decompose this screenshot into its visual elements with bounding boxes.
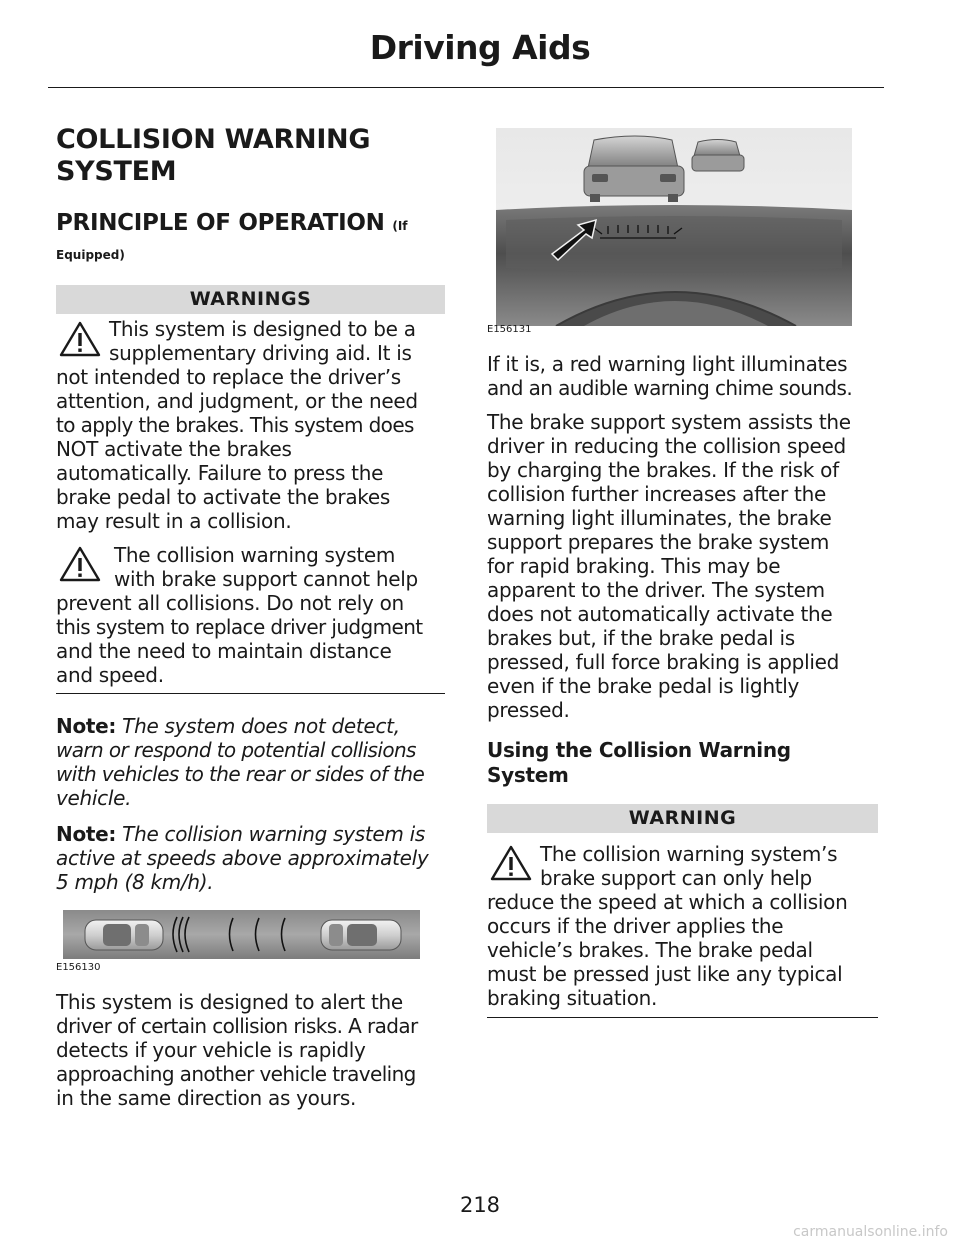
car-icon xyxy=(692,140,744,172)
warning-heading: WARNING xyxy=(487,804,878,833)
note-2: Note: The collision warning system is active at speeds above approximately 5 mph (8 km/h). xyxy=(56,822,429,894)
subsection-title-suffix: (If xyxy=(392,219,408,233)
figure-code-1: E156130 xyxy=(56,962,101,973)
subsection-title-suffix-2: Equipped) xyxy=(56,248,125,262)
car-icon xyxy=(85,920,163,950)
body-paragraph-2: If it is, a red warning light illuminates and an audible warning chime sounds. xyxy=(487,352,853,400)
body-paragraph-1: This system is designed to alert the driver of certain collision risks. A radar detects if your vehicle is rapidly approaching another vehicle traveling in the same direction as yours. xyxy=(56,990,418,1110)
page-title: Driving Aids xyxy=(369,28,591,67)
radar-illustration xyxy=(63,910,420,959)
car-icon xyxy=(584,136,684,202)
subsection-title-text: PRINCIPLE OF OPERATION xyxy=(56,210,385,236)
warning-3-text: The collision warning system’s brake support can only help reduce the speed at which a collision occurs if the driver applies the vehicle’s brakes. The brake pedal must be pressed just like any typical braking situation. xyxy=(487,842,848,1010)
section-title-line-2: SYSTEM xyxy=(56,156,177,187)
dashboard-illustration xyxy=(496,128,852,326)
car-icon xyxy=(321,920,401,950)
page-number: 218 xyxy=(459,1193,501,1217)
header-divider xyxy=(48,87,884,88)
warning-end-divider xyxy=(56,693,445,694)
figure-code-2: E156131 xyxy=(487,324,532,335)
section-title xyxy=(56,124,446,188)
warning-end-divider xyxy=(487,1017,878,1018)
using-section-title: Using the Collision Warning System xyxy=(487,738,791,787)
warning-1-text: This system is designed to be a supplementary driving aid. It is not intended to replace the driver’s attention, and judgment, or the need to apply the brakes. This system does NOT activate the brakes automatically. Failure to press the brake pedal to activate the brakes may result in a collision. xyxy=(56,317,418,533)
watermark: carmanualsonline.info xyxy=(793,1224,948,1240)
warning-2-text: The collision warning system with brake support cannot help prevent all collisions. Do not rely on this system to replace driver judgment and the need to maintain distance and speed. xyxy=(56,543,423,687)
section-title-line-1: COLLISION WARNING xyxy=(56,124,371,155)
warnings-heading: WARNINGS xyxy=(56,285,445,314)
subsection-title xyxy=(56,207,456,242)
body-paragraph-3: The brake support system assists the driver in reducing the collision speed by charging the brakes. If the risk of collision further increases after the warning light illuminates, the brake support prepares the brake system for rapid braking. This may be apparent to the driver. The system does not automatically activate the brakes but, if the brake pedal is pressed, full force braking is applied even if the brake pedal is lightly pressed. xyxy=(487,410,851,722)
note-1: Note: The system does not detect, warn or respond to potential collisions with vehicles to the rear or sides of the vehicle. xyxy=(56,714,425,810)
